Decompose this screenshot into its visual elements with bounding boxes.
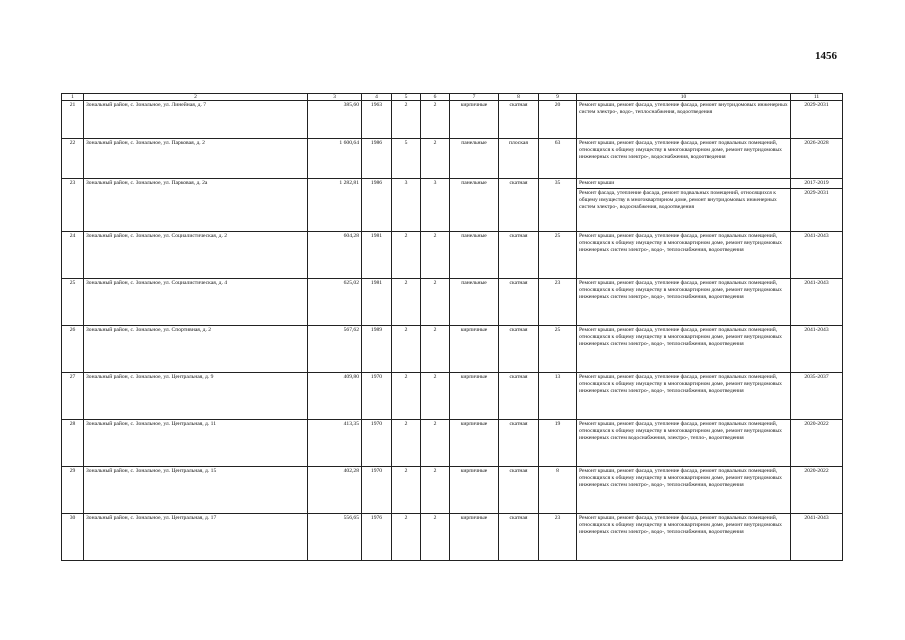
entrances-cell: 2 bbox=[421, 279, 450, 326]
page-number: 1456 bbox=[815, 50, 837, 62]
area-cell: 413,35 bbox=[308, 420, 362, 467]
residents-cell: 25 bbox=[539, 326, 577, 373]
entrances-cell: 3 bbox=[421, 179, 450, 232]
works-cell bbox=[577, 420, 791, 467]
row-number-cell: 30 bbox=[62, 514, 84, 561]
work-item: Ремонт крыши, ремонт фасада, утепление фасада, ремонт подвальных помещений, относящихся к общему имуществу в многоквартирном доме, ремонт внутридомовых инженерных систем электро-, водо-, теплоснабжения, водоотведения bbox=[579, 327, 782, 347]
walls-cell: панельные bbox=[450, 179, 499, 232]
roof-cell: скатная bbox=[499, 467, 539, 514]
work-item: Ремонт крыши, ремонт фасада, утепление фасада, ремонт внутридомовых инженерных систем электро-, водо-, теплоснабжения, водоотведения bbox=[579, 102, 788, 115]
roof-cell: плоская bbox=[499, 139, 539, 179]
year-cell: 1986 bbox=[362, 139, 392, 179]
address-cell: Зональный район, с. Зональное, ул. Парковая, д. 2а bbox=[84, 179, 308, 232]
period-item: 2026-2028 bbox=[804, 140, 829, 146]
period-cell bbox=[791, 232, 843, 279]
residents-cell: 23 bbox=[539, 514, 577, 561]
works-cell bbox=[577, 326, 791, 373]
year-cell: 1970 bbox=[362, 420, 392, 467]
row-number-cell: 28 bbox=[62, 420, 84, 467]
period-item: 2029-2031 bbox=[791, 188, 842, 197]
period-item: 2041-2043 bbox=[804, 327, 829, 333]
row-number-cell: 21 bbox=[62, 101, 84, 139]
period-cell bbox=[791, 514, 843, 561]
works-cell bbox=[577, 514, 791, 561]
floors-cell: 2 bbox=[392, 373, 421, 420]
period-item: 2035-2037 bbox=[804, 374, 829, 380]
table-row bbox=[62, 179, 843, 232]
address-cell: Зональный район, с. Зональное, ул. Центральная, д. 17 bbox=[84, 514, 308, 561]
period-cell bbox=[791, 101, 843, 139]
walls-cell: кирпичные bbox=[450, 420, 499, 467]
works-cell bbox=[577, 101, 791, 139]
address-cell: Зональный район, с. Зональное, ул. Парковая, д. 2 bbox=[84, 139, 308, 179]
area-cell: 402,28 bbox=[308, 467, 362, 514]
entrances-cell: 2 bbox=[421, 101, 450, 139]
walls-cell: кирпичные bbox=[450, 101, 499, 139]
walls-cell: кирпичные bbox=[450, 514, 499, 561]
floors-cell: 2 bbox=[392, 101, 421, 139]
row-number-cell: 22 bbox=[62, 139, 84, 179]
roof-cell: скатная bbox=[499, 232, 539, 279]
roof-cell: скатная bbox=[499, 326, 539, 373]
entrances-cell: 2 bbox=[421, 139, 450, 179]
works-cell bbox=[577, 139, 791, 179]
area-cell: 556,65 bbox=[308, 514, 362, 561]
address-cell: Зональный район, с. Зональное, ул. Спортивная, д. 2 bbox=[84, 326, 308, 373]
roof-cell: скатная bbox=[499, 373, 539, 420]
entrances-cell: 2 bbox=[421, 373, 450, 420]
floors-cell: 2 bbox=[392, 420, 421, 467]
roof-cell: скатная bbox=[499, 514, 539, 561]
column-number: 5 bbox=[392, 94, 421, 101]
work-item: Ремонт крыши bbox=[579, 180, 615, 186]
year-cell: 1963 bbox=[362, 101, 392, 139]
column-number: 7 bbox=[450, 94, 499, 101]
entrances-cell: 2 bbox=[421, 420, 450, 467]
address-cell: Зональный район, с. Зональное, ул. Линейная, д. 7 bbox=[84, 101, 308, 139]
residents-cell: 19 bbox=[539, 420, 577, 467]
works-cell bbox=[577, 467, 791, 514]
roof-cell: скатная bbox=[499, 420, 539, 467]
roof-cell: скатная bbox=[499, 179, 539, 232]
row-number-cell: 26 bbox=[62, 326, 84, 373]
year-cell: 1986 bbox=[362, 179, 392, 232]
column-number-row bbox=[62, 94, 843, 101]
walls-cell: кирпичные bbox=[450, 467, 499, 514]
address-cell: Зональный район, с. Зональное, ул. Центральная, д. 15 bbox=[84, 467, 308, 514]
work-item: Ремонт фасада, утепление фасада, ремонт подвальных помещений, относящихся к общему имуществу в многоквартирном доме, ремонт внутридомовых инженерных систем электро-, водоснабжения, водоотведения bbox=[577, 188, 790, 211]
period-cell bbox=[791, 373, 843, 420]
entrances-cell: 2 bbox=[421, 326, 450, 373]
work-item: Ремонт крыши, ремонт фасада, утепление фасада, ремонт подвальных помещений, относящихся к общему имуществу в многоквартирном доме, ремонт внутридомовых инженерных систем электро-, водоснабжения, водоотведения bbox=[579, 140, 782, 160]
table-row bbox=[62, 232, 843, 279]
period-cell bbox=[791, 420, 843, 467]
walls-cell: панельные bbox=[450, 232, 499, 279]
row-number-cell: 23 bbox=[62, 179, 84, 232]
table-row bbox=[62, 139, 843, 179]
year-cell: 1989 bbox=[362, 326, 392, 373]
table-row bbox=[62, 420, 843, 467]
period-item: 2029-2031 bbox=[804, 102, 829, 108]
column-number: 8 bbox=[499, 94, 539, 101]
floors-cell: 2 bbox=[392, 326, 421, 373]
column-number: 6 bbox=[421, 94, 450, 101]
column-number: 4 bbox=[362, 94, 392, 101]
table-row bbox=[62, 373, 843, 420]
work-item: Ремонт крыши, ремонт фасада, утепление фасада, ремонт подвальных помещений, относящихся к общему имуществу в многоквартирном доме, ремонт внутридомовых инженерных систем электро-, водо-, теплоснабжения, водоотведения bbox=[579, 468, 782, 488]
column-number: 9 bbox=[539, 94, 577, 101]
walls-cell: кирпичные bbox=[450, 373, 499, 420]
residents-cell: 63 bbox=[539, 139, 577, 179]
year-cell: 1970 bbox=[362, 373, 392, 420]
table-row bbox=[62, 514, 843, 561]
row-number-cell: 24 bbox=[62, 232, 84, 279]
period-cell bbox=[791, 279, 843, 326]
table-row bbox=[62, 101, 843, 139]
year-cell: 1970 bbox=[362, 467, 392, 514]
row-number-cell: 27 bbox=[62, 373, 84, 420]
entrances-cell: 2 bbox=[421, 514, 450, 561]
period-item: 2041-2043 bbox=[804, 233, 829, 239]
residents-cell: 23 bbox=[539, 279, 577, 326]
column-number: 11 bbox=[791, 94, 843, 101]
work-item: Ремонт крыши, ремонт фасада, утепление фасада, ремонт подвальных помещений, относящихся к общему имуществу в многоквартирном доме, ремонт внутридомовых инженерных систем электро-, водо-, теплоснабжения, водоотведения bbox=[579, 515, 782, 535]
roof-cell: скатная bbox=[499, 101, 539, 139]
address-cell: Зональный район, с. Зональное, ул. Социалистическая, д. 2 bbox=[84, 232, 308, 279]
housing-repair-table bbox=[61, 93, 843, 561]
residents-cell: 20 bbox=[539, 101, 577, 139]
area-cell: 385,60 bbox=[308, 101, 362, 139]
year-cell: 1981 bbox=[362, 232, 392, 279]
floors-cell: 2 bbox=[392, 232, 421, 279]
works-cell bbox=[577, 232, 791, 279]
entrances-cell: 2 bbox=[421, 232, 450, 279]
row-number-cell: 25 bbox=[62, 279, 84, 326]
address-cell: Зональный район, с. Зональное, ул. Центральная, д. 11 bbox=[84, 420, 308, 467]
floors-cell: 2 bbox=[392, 467, 421, 514]
area-cell: 409,80 bbox=[308, 373, 362, 420]
area-cell: 1 282,81 bbox=[308, 179, 362, 232]
column-number: 3 bbox=[308, 94, 362, 101]
roof-cell: скатная bbox=[499, 279, 539, 326]
address-cell: Зональный район, с. Зональное, ул. Центральная, д. 9 bbox=[84, 373, 308, 420]
period-cell bbox=[791, 467, 843, 514]
period-cell bbox=[791, 179, 843, 232]
area-cell: 1 600,64 bbox=[308, 139, 362, 179]
walls-cell: кирпичные bbox=[450, 326, 499, 373]
period-cell bbox=[791, 139, 843, 179]
period-item: 2017-2019 bbox=[804, 180, 829, 186]
floors-cell: 2 bbox=[392, 279, 421, 326]
residents-cell: 35 bbox=[539, 179, 577, 232]
work-item: Ремонт крыши, ремонт фасада, утепление фасада, ремонт подвальных помещений, относящихся к общему имуществу в многоквартирном доме, ремонт внутридомовых инженерных систем водоснабжения, электро-, тепло-, водоотведения bbox=[579, 421, 782, 441]
column-number: 2 bbox=[84, 94, 308, 101]
floors-cell: 5 bbox=[392, 139, 421, 179]
residents-cell: 25 bbox=[539, 232, 577, 279]
entrances-cell: 2 bbox=[421, 467, 450, 514]
address-cell: Зональный район, с. Зональное, ул. Социалистическая, д. 4 bbox=[84, 279, 308, 326]
table-row bbox=[62, 326, 843, 373]
works-cell bbox=[577, 279, 791, 326]
residents-cell: 8 bbox=[539, 467, 577, 514]
area-cell: 625,02 bbox=[308, 279, 362, 326]
year-cell: 1981 bbox=[362, 279, 392, 326]
floors-cell: 3 bbox=[392, 179, 421, 232]
period-cell bbox=[791, 326, 843, 373]
column-number: 10 bbox=[577, 94, 791, 101]
row-number-cell: 29 bbox=[62, 467, 84, 514]
column-number: 1 bbox=[62, 94, 84, 101]
floors-cell: 2 bbox=[392, 514, 421, 561]
works-cell bbox=[577, 179, 791, 232]
walls-cell: панельные bbox=[450, 139, 499, 179]
area-cell: 567,62 bbox=[308, 326, 362, 373]
area-cell: 604,28 bbox=[308, 232, 362, 279]
walls-cell: панельные bbox=[450, 279, 499, 326]
period-item: 2020-2022 bbox=[804, 468, 829, 474]
year-cell: 1976 bbox=[362, 514, 392, 561]
work-item: Ремонт крыши, ремонт фасада, утепление фасада, ремонт подвальных помещений, относящихся к общему имуществу в многоквартирном доме, ремонт внутридомовых инженерных систем электро-, водо-, теплоснабжения, водоотведения bbox=[579, 233, 782, 253]
period-item: 2041-2043 bbox=[804, 280, 829, 286]
period-item: 2020-2022 bbox=[804, 421, 829, 427]
work-item: Ремонт крыши, ремонт фасада, утепление фасада, ремонт подвальных помещений, относящихся к общему имуществу в многоквартирном доме, ремонт внутридомовых инженерных систем электро-, водо-, теплоснабжения, водоотведения bbox=[579, 280, 782, 300]
period-item: 2041-2043 bbox=[804, 515, 829, 521]
work-item: Ремонт крыши, ремонт фасада, утепление фасада, ремонт подвальных помещений, относящихся к общему имуществу в многоквартирном доме, ремонт внутридомовых инженерных систем электро-, водо-, теплоснабжения, водоотведения bbox=[579, 374, 782, 394]
residents-cell: 13 bbox=[539, 373, 577, 420]
works-cell bbox=[577, 373, 791, 420]
table-row bbox=[62, 467, 843, 514]
table-row bbox=[62, 279, 843, 326]
